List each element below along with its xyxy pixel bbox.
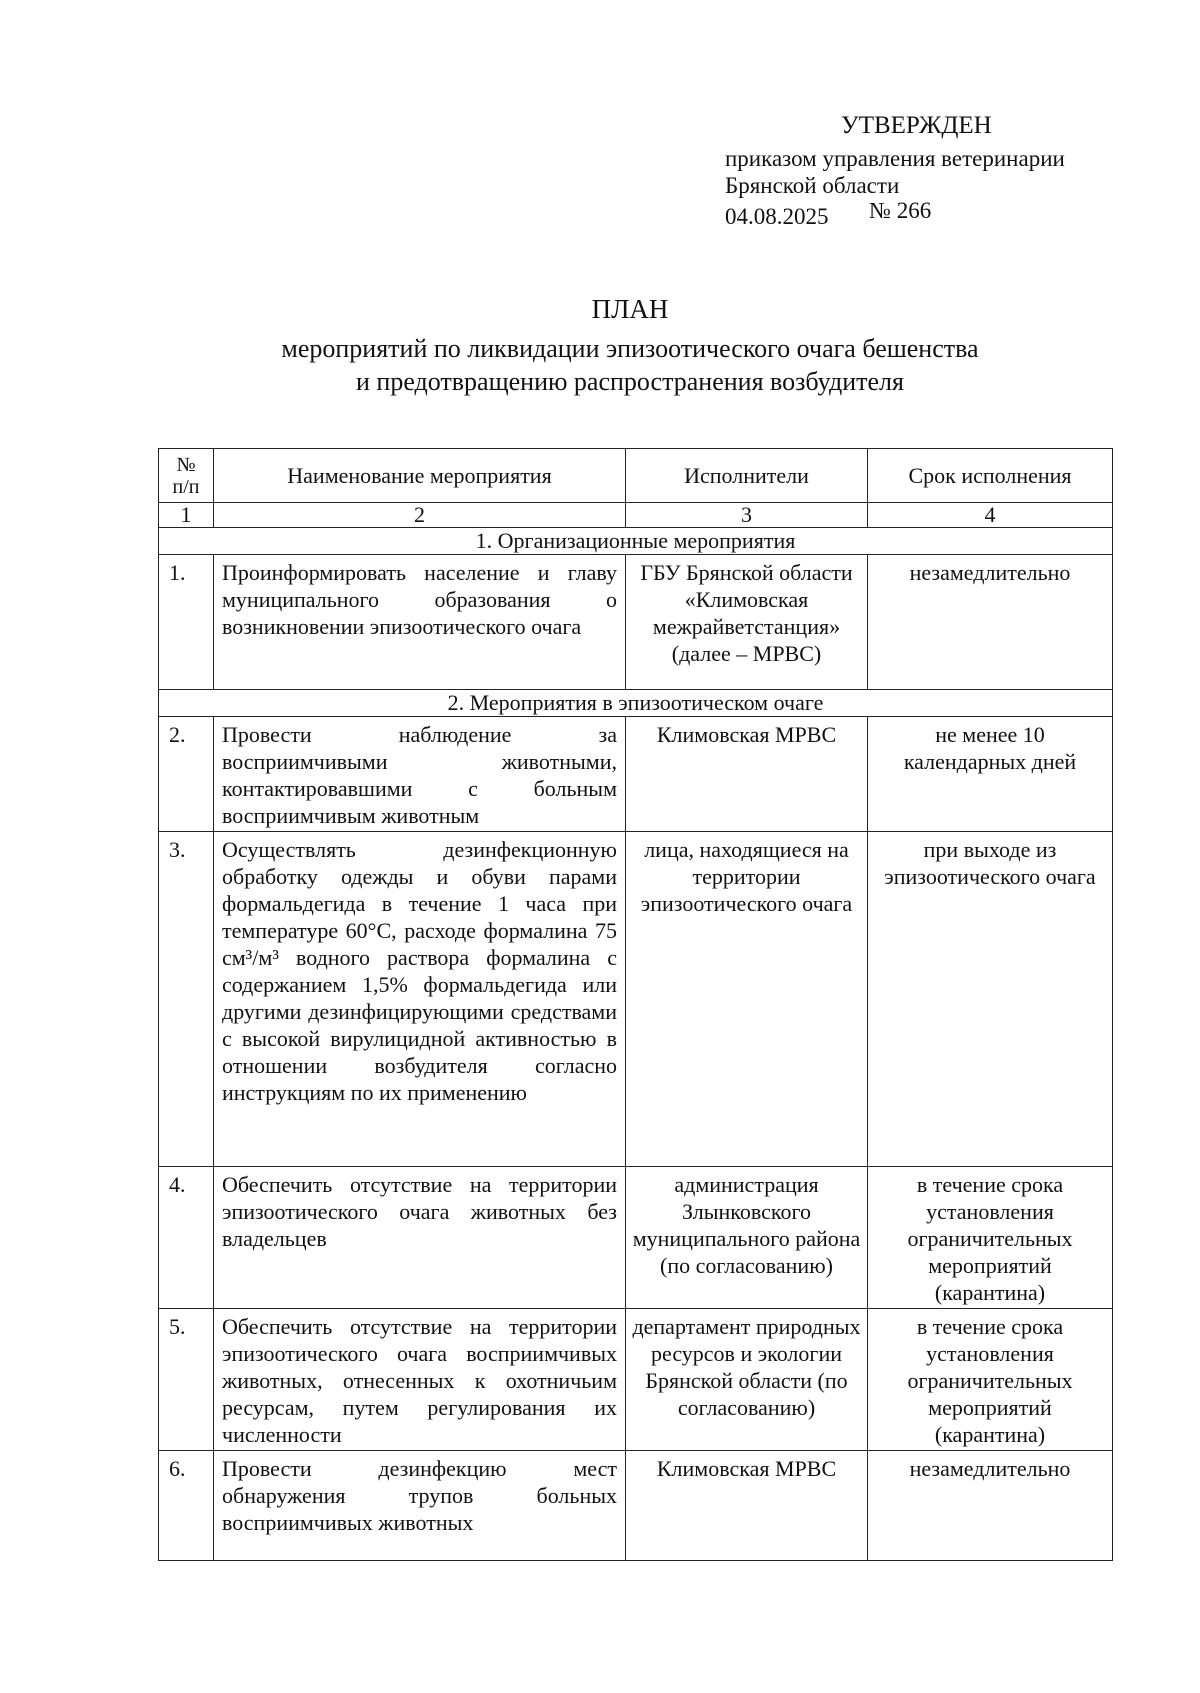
section-row-organizational — [159, 528, 1113, 555]
row-activity: Проинформировать население и главу муниципального образования о возникновении эпизоотического очага — [214, 555, 626, 690]
section-title: 1. Организационные мероприятия — [159, 528, 1113, 555]
section-row-focus-measures — [159, 690, 1113, 717]
table-header-row — [159, 449, 1113, 503]
row-number: 1. — [159, 555, 214, 690]
column-number: 2 — [214, 503, 626, 528]
plan-title: ПЛАН — [591, 294, 669, 324]
row-activity: Осуществлять дезинфекционную обработку одежды и обуви парами формальдегида в течение 1 часа при температуре 60°С, расходе формалина 75 см³/м³ водного раствора формалина с содержанием 1,5% формальдегида или другими дезинфицирующими средствами с высокой вирулицидной активностью в отношении возбудителя согласно инструкциям по их применению — [214, 832, 626, 1167]
row-number: 6. — [159, 1451, 214, 1561]
approval-title: УТВЕРЖДЕН — [841, 112, 992, 139]
row-number: 5. — [159, 1309, 214, 1451]
approval-region-line: Брянской области — [725, 173, 900, 198]
row-deadline: незамедлительно — [868, 555, 1113, 690]
row-deadline: не менее 10 календарных дней — [868, 717, 1113, 832]
column-number: 4 — [868, 503, 1113, 528]
approval-date-row — [725, 198, 1065, 230]
table-row — [159, 555, 1113, 690]
table-row — [159, 1309, 1113, 1451]
column-number: 3 — [626, 503, 868, 528]
approval-order-line: приказом управления ветеринарии — [725, 146, 1065, 171]
row-executor: Климовская МРВС — [626, 1451, 868, 1561]
row-number: 2. — [159, 717, 214, 832]
row-executor: Климовская МРВС — [626, 717, 868, 832]
plan-table — [158, 448, 1113, 1561]
row-number: 4. — [159, 1167, 214, 1309]
row-executor: лица, находящиеся на территории эпизоотического очага — [626, 832, 868, 1167]
row-executor: администрация Злынковского муниципального района (по согласованию) — [626, 1167, 868, 1309]
row-number: 3. — [159, 832, 214, 1167]
approval-date: 04.08.2025 — [725, 204, 829, 229]
row-activity: Обеспечить отсутствие на территории эпизоотического очага восприимчивых животных, отнесенных к охотничьим ресурсам, путем регулирования их численности — [214, 1309, 626, 1451]
plan-heading — [150, 293, 1110, 398]
row-activity: Провести наблюдение за восприимчивыми животными, контактировавшими с больным восприимчивым животным — [214, 717, 626, 832]
column-number-row — [159, 503, 1113, 528]
column-number: 1 — [159, 503, 214, 528]
header-deadline: Срок исполнения — [868, 449, 1113, 503]
row-deadline: в течение срока установления ограничительных мероприятий (карантина) — [868, 1167, 1113, 1309]
header-number — [159, 449, 214, 503]
row-deadline: незамедлительно — [868, 1451, 1113, 1561]
plan-subtitle-line-2: и предотвращению распространения возбудителя — [356, 367, 904, 396]
header-number-pp: п/п — [172, 475, 200, 498]
row-deadline: в течение срока установления ограничительных мероприятий (карантина) — [868, 1309, 1113, 1451]
approval-number: № 266 — [869, 198, 932, 223]
header-name: Наименование мероприятия — [214, 449, 626, 503]
row-executor: департамент природных ресурсов и экологии Брянской области (по согласованию) — [626, 1309, 868, 1451]
row-activity: Провести дезинфекцию мест обнаружения трупов больных восприимчивых животных — [214, 1451, 626, 1561]
row-deadline: при выходе из эпизоотического очага — [868, 832, 1113, 1167]
table-row — [159, 1167, 1113, 1309]
table-row — [159, 717, 1113, 832]
approval-block — [725, 112, 1065, 230]
row-executor: ГБУ Брянской области «Климовская межрайветстанция» (далее – МРВС) — [626, 555, 868, 690]
table-row — [159, 832, 1113, 1167]
plan-subtitle-line-1: мероприятий по ликвидации эпизоотического очага бешенства — [281, 334, 979, 363]
header-executors: Исполнители — [626, 449, 868, 503]
row-activity: Обеспечить отсутствие на территории эпизоотического очага животных без владельцев — [214, 1167, 626, 1309]
section-title: 2. Мероприятия в эпизоотическом очаге — [159, 690, 1113, 717]
table-row — [159, 1451, 1113, 1561]
header-number-sign: № — [176, 453, 196, 476]
